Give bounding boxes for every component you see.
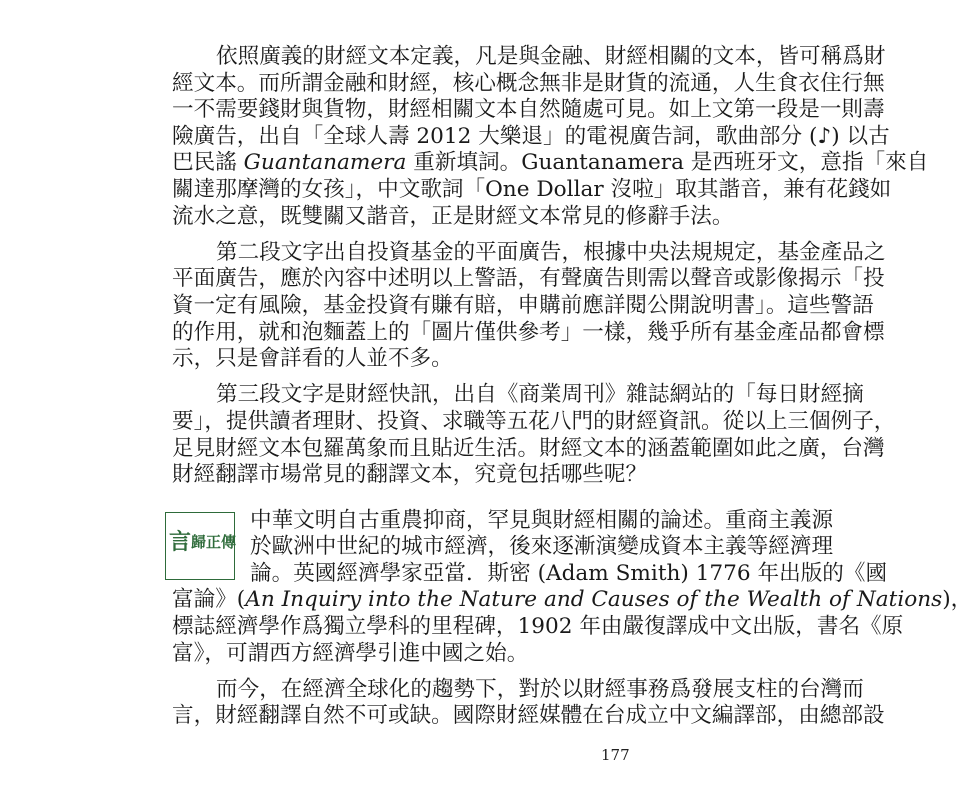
text-segment: 而今，在經濟全球化的趨勢下，對於以財經事務爲發展支柱的台灣而 bbox=[216, 676, 864, 702]
text-segment: 平面廣告，應於內容中述明以上警語，有聲廣告則需以聲音或影像揭示「投 bbox=[172, 266, 885, 292]
paragraph-1 bbox=[172, 44, 929, 230]
text-line bbox=[172, 70, 885, 98]
text-segment: 的作用，就和泡麵蓋上的「圖片僅供參考」一樣，幾乎所有基金產品都會標 bbox=[172, 319, 885, 345]
section-label bbox=[169, 525, 236, 556]
paragraph-2 bbox=[172, 239, 886, 373]
text-line bbox=[172, 641, 632, 668]
text-line bbox=[250, 534, 834, 561]
text-line bbox=[172, 203, 734, 231]
section-label-rest: 歸正傳 bbox=[191, 533, 237, 551]
text-segment: 巴民謠 bbox=[172, 150, 244, 176]
italic-text: An Inquiry into the Nature and Causes of the Wealth of Nations bbox=[245, 587, 943, 613]
text-line bbox=[172, 676, 864, 704]
text-line bbox=[172, 435, 885, 463]
text-line bbox=[172, 44, 886, 71]
text-segment: 要」，提供讀者理財、投資、求職等五花八門的財經資訊。從以上三個例子， bbox=[172, 408, 896, 434]
text-line bbox=[172, 587, 972, 614]
page-body bbox=[172, 44, 972, 740]
text-line bbox=[172, 176, 892, 204]
text-line bbox=[172, 319, 885, 347]
text-segment: 言，財經翻譯自然不可或缺。國際財經媒體在台成立中文編譯部，由總部設 bbox=[172, 703, 885, 729]
text-segment: )， bbox=[942, 587, 972, 613]
text-segment: 富論》( bbox=[172, 587, 246, 613]
paragraph-4 bbox=[172, 507, 972, 668]
text-segment: 險廣告，出自「全球人壽 2012 大樂退」的電視廣告詞，歌曲部分 (♪) 以古 bbox=[172, 123, 890, 149]
text-segment: 重新填詞。Guantanamera 是西班牙文，意指「來自 bbox=[406, 150, 929, 176]
text-line bbox=[172, 266, 885, 293]
text-segment: 標誌經濟學作爲獨立學科的里程碑，1902 年由嚴復譯成中文出版，書名《原 bbox=[172, 614, 904, 640]
text-segment: 流水之意，既雙關又諧音，正是財經文本常見的修辭手法。 bbox=[172, 203, 734, 229]
text-segment: 示，只是會詳看的人並不多。 bbox=[172, 346, 453, 372]
text-segment: 依照廣義的財經文本定義，凡是與金融、財經相關的文本，皆可稱爲財 bbox=[216, 44, 886, 69]
text-segment: 足見財經文本包羅萬象而且貼近生活。財經文本的涵蓋範圍如此之廣，台灣 bbox=[172, 435, 885, 461]
italic-text: Guantanamera bbox=[243, 150, 407, 176]
text-line bbox=[172, 462, 648, 489]
page-number: 177 bbox=[601, 746, 630, 764]
text-line bbox=[172, 382, 864, 409]
text-line bbox=[172, 292, 874, 320]
paragraph-3 bbox=[172, 382, 896, 488]
text-segment: 關達那摩灣的女孩」，中文歌詞「One Dollar 沒啦」取其諧音，兼有花錢如 bbox=[172, 176, 892, 202]
text-segment: 經文本。而所謂金融和財經，核心概念無非是財貨的流通，人生食衣住行無 bbox=[172, 70, 885, 96]
text-segment: 一不需要錢財與貨物，財經相關文本自然隨處可見。如上文第一段是一則壽 bbox=[172, 97, 885, 123]
text-line bbox=[172, 346, 632, 373]
text-segment: 財經翻譯市場常見的翻譯文本，究竟包括哪些呢？ bbox=[172, 462, 648, 488]
text-segment: 富》，可謂西方經濟學引進中國之始。 bbox=[172, 640, 529, 666]
text-line bbox=[250, 507, 834, 535]
text-segment: 中華文明自古重農抑商，罕見與財經相關的論述。重商主義源 bbox=[250, 507, 834, 533]
paragraph-5 bbox=[172, 676, 885, 730]
text-segment: 於歐洲中世紀的城市經濟，後來逐漸演變成資本主義等經濟理 bbox=[250, 534, 834, 560]
text-segment: 資一定有風險，基金投資有賺有賠，申購前應詳閱公開說明書」。這些警語 bbox=[172, 292, 874, 318]
section-label-box bbox=[165, 512, 235, 580]
text-line bbox=[172, 239, 886, 267]
text-line bbox=[172, 703, 885, 730]
text-line bbox=[172, 408, 896, 436]
text-line bbox=[172, 123, 890, 151]
section-label-char: 言 bbox=[169, 530, 192, 555]
text-line bbox=[250, 560, 888, 588]
text-line bbox=[172, 97, 885, 124]
text-line bbox=[172, 150, 929, 177]
text-segment: 第三段文字是財經快訊，出自《商業周刊》雜誌網站的「每日財經摘 bbox=[216, 382, 864, 408]
text-line bbox=[172, 614, 904, 641]
text-segment: 論。英國經濟學家亞當．斯密 (Adam Smith) 1776 年出版的《國 bbox=[250, 560, 888, 586]
text-segment: 第二段文字出自投資基金的平面廣告，根據中央法規規定，基金產品之 bbox=[216, 239, 886, 265]
